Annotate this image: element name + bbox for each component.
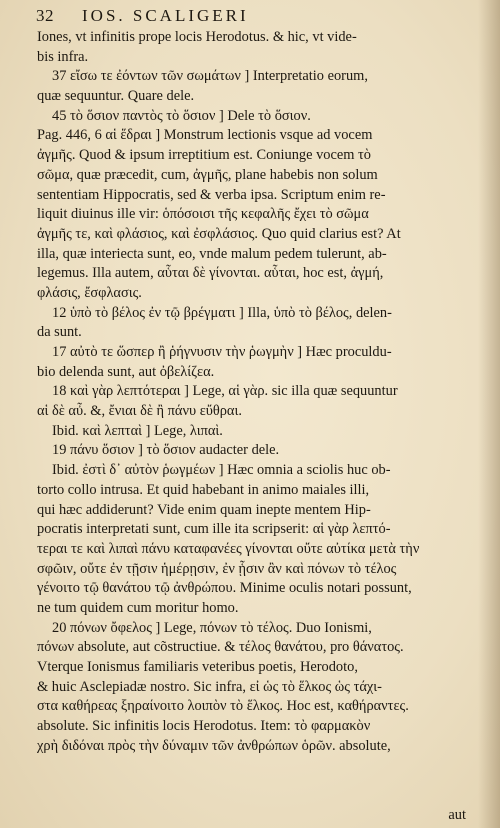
text-line: φλάσις, ἔσφλασις. [37, 284, 142, 301]
text-line: γένοιτο τῷ θανάτου τῷ ἀνθρώπου. Minime oculis notari possunt, [37, 580, 412, 597]
text-line: Iones, vt infinitis prope locis Herodotus. & hic, vt vide- [37, 29, 357, 45]
text-line: torto collo intrusa. Et quid habebant in animo maiales illi, [37, 481, 370, 498]
text-line: qui hæc addiderunt? Vide enim quam inepte mentem Hip- [37, 501, 371, 518]
text-line: bis infra. [37, 48, 89, 65]
text-line: & huic Asclepiadæ nostro. Sic infra, εἰ ὡς τὸ ἕλκος ὡς τάχι- [37, 678, 382, 695]
text-line: Pag. 446, 6 αἱ ἕδραι ] Monstrum lectionis vsque ad vocem [37, 127, 373, 144]
text-line: da sunt. [37, 324, 82, 341]
text-line: σφῶιν, οὔτε ἐν τῇσιν ἡμέρῃσιν, ἐν ᾗσιν ἂν καὶ πόνων τὸ τέλος [37, 560, 397, 577]
page-number: 32 [36, 6, 54, 25]
text-line: Vterque Ionismus familiaris veteribus poetis, Herodoto, [37, 659, 358, 675]
text-line: στα καθήρεας ξηραίνοιτο λοιπὸν τὸ ἕλκος. Hoc est, καθήραντες. [37, 698, 409, 715]
text-line: 37 εἴσω τε ἐόντων τῶν σωμάτων ] Interpretatio eorum, [52, 68, 368, 85]
text-line: bio delenda sunt, aut ὀβελίζεα. [37, 363, 215, 380]
catchword: aut [448, 807, 466, 823]
text-line: absolute. Sic infinitis locis Herodotus. Item: τὸ φαρμακὸν [37, 718, 371, 735]
text-line: 17 αὐτὸ τε ὥσπερ ἢ ῥήγνυσιν τὴν ῥωγμὴν ] Hæc proculdu- [52, 344, 392, 360]
text-line: χρὴ διδόναι πρὸς τὴν δύναμιν τῶν ἀνθρώπων ὁρῶν. absolute, [37, 737, 391, 754]
text-line: Ibid. καὶ λεπταὶ ] Lege, λιπαὶ. [52, 422, 223, 439]
text-line: illa, quæ interiecta sunt, eo, vnde malum pedem tulerunt, ab- [37, 245, 387, 262]
text-line: ἀγμῆς τε, καὶ φλάσιος, καὶ ἐσφλάσιος. Quo quid clarius est? At [37, 225, 401, 242]
text-line: 19 πάνυ ὅσιον ] τὸ ὅσιον audacter dele. [52, 442, 280, 459]
text-line: 45 τὸ ὅσιον παντὸς τὸ ὅσιον ] Dele τὸ ὅσιον. [52, 107, 311, 124]
text-line: 12 ὑπὸ τὸ βέλος ἐν τῷ βρέγματι ] Illa, ὑπὸ τὸ βέλος, delen- [52, 304, 392, 321]
text-line: 20 πόνων ὄφελος ] Lege, πόνων τὸ τέλος. Duo Ionismi, [52, 619, 372, 636]
text-line: quæ sequuntur. Quare dele. [37, 88, 195, 105]
text-line: ne tum quidem cum moritur homo. [37, 599, 239, 616]
text-line: ἀγμῆς. Quod & ipsum irreptitium est. Coniunge vocem τὸ [37, 147, 371, 164]
text-line: sententiam Hippocratis, sed & verba ipsa. Scriptum enim re- [37, 186, 386, 203]
running-header [36, 6, 466, 26]
running-head-title: IOS. SCALIGERI [82, 6, 249, 25]
text-line: pocratis interpretati sunt, cum ille ita scripserit: αἱ γὰρ λεπτό- [37, 521, 391, 538]
text-line: σῶμα, quæ præcedit, cum, ἀγμῆς, plane habebis non solum [37, 166, 378, 183]
text-line: legemus. Illa autem, αὗται δὲ γίνονται. αὗται, hoc est, ἀγμή, [37, 265, 384, 282]
page-edge-shadow [478, 0, 500, 828]
text-line: πόνων absolute, aut cõstructiue. & τέλος θανάτου, pro θάνατος. [37, 639, 404, 656]
text-line: αἱ δὲ αὖ. &, ἔνιαι δὲ ἢ πάνυ εὔθραι. [37, 403, 242, 420]
text-line: liquit diuinus ille vir: ὁπόσοισι τῆς κεφαλῆς ἔχει τὸ σῶμα [37, 206, 369, 223]
text-line: τεραι τε καὶ λιπαὶ πάνυ καταφανέες γίνονται οὔτε αὐτίκα μετὰ τὴν [37, 540, 420, 557]
text-line: Ibid. ἐστὶ δ᾽ αὐτὸν ῥωγμέων ] Hæc omnia a sciolis huc ob- [52, 462, 391, 479]
text-line: 18 καὶ γὰρ λεπτότεραι ] Lege, αἱ γὰρ. sic illa quæ sequuntur [52, 383, 398, 400]
body-text [37, 28, 477, 756]
